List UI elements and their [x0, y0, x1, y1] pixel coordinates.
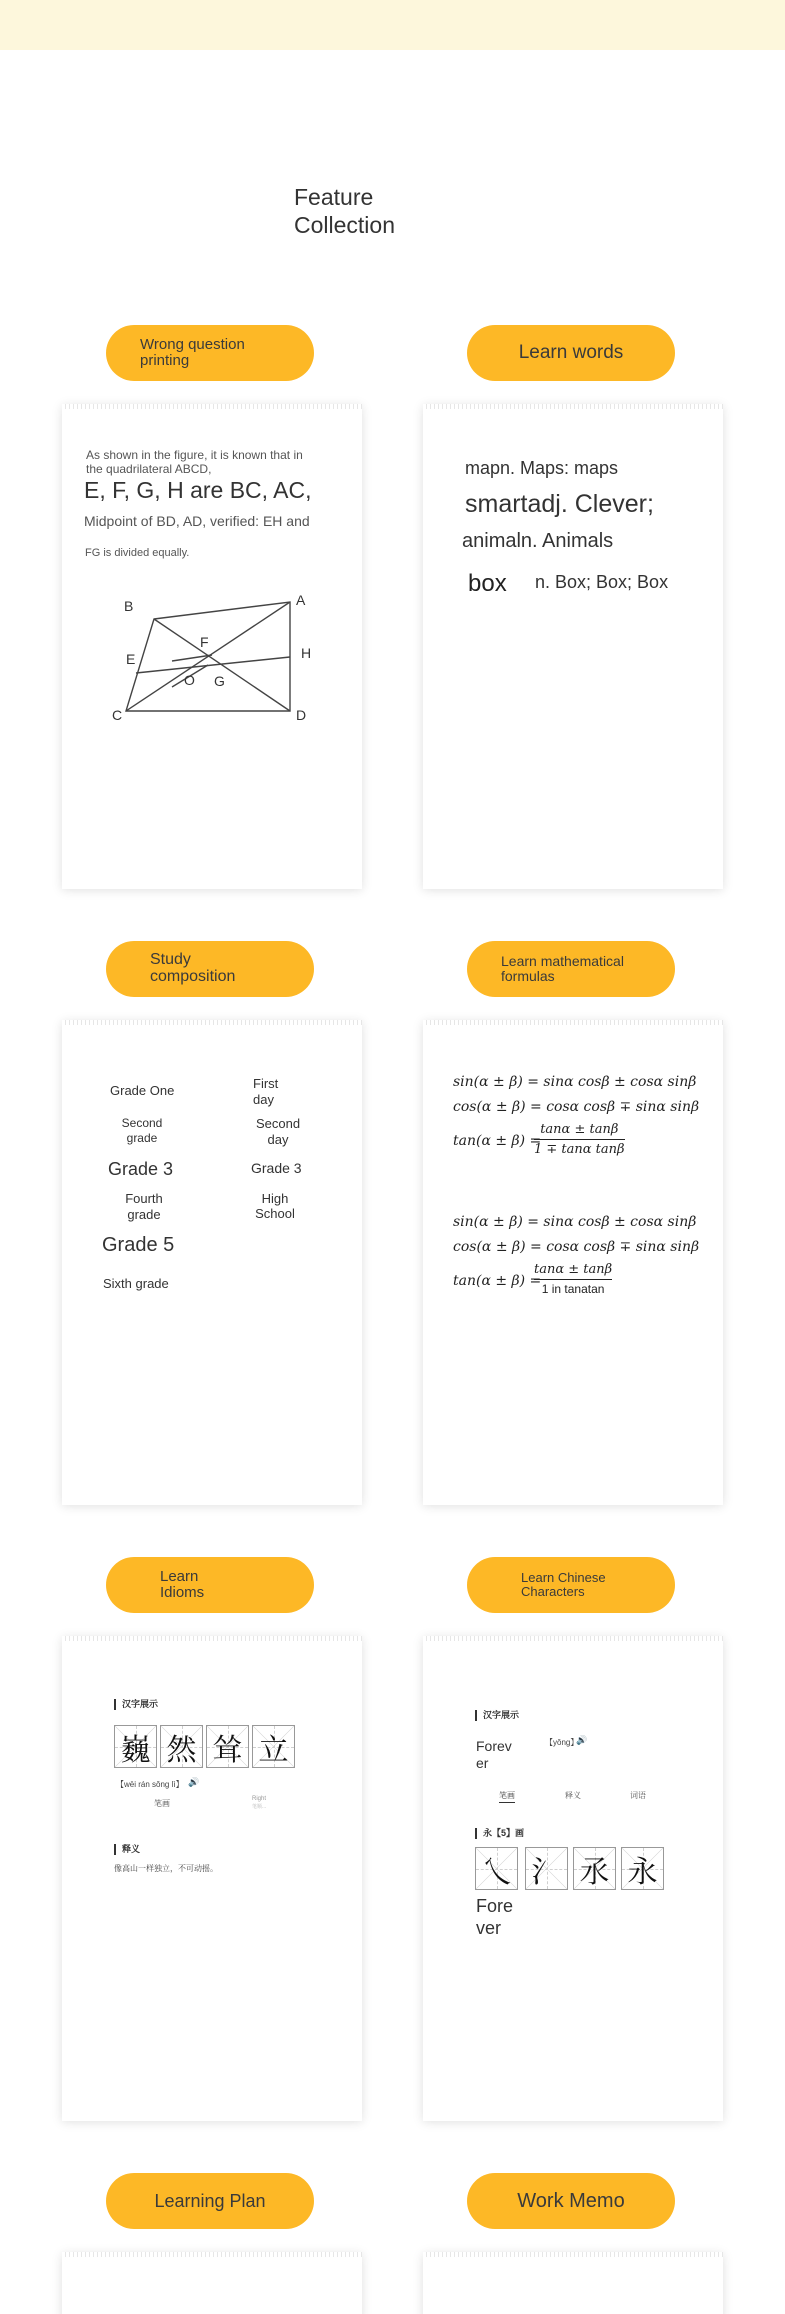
- label-g: G: [214, 673, 225, 689]
- word-box: box: [468, 570, 507, 597]
- chinese-audio-icon[interactable]: 🔊: [576, 1735, 588, 1745]
- composition-sixth-grade: Sixth grade: [103, 1276, 169, 1291]
- idiom-char-4: 立: [252, 1725, 295, 1768]
- formula-tan-lhs-1: tan(α ± β) =: [453, 1133, 542, 1149]
- composition-first-day: First day: [253, 1076, 279, 1107]
- chinese-stroke-4: 永: [621, 1847, 664, 1890]
- formula-cos-1: cos(α ± β) = cosα cosβ ∓ sinα sinβ: [453, 1099, 700, 1115]
- composition-right-grade-3: Grade 3: [251, 1160, 302, 1176]
- learning-plan-button[interactable]: [106, 2173, 314, 2229]
- chinese-stroke-head: 永【5】画: [475, 1828, 524, 1839]
- word-animal: animaln. Animals: [462, 530, 614, 552]
- work-memo-card[interactable]: [423, 2253, 723, 2314]
- label-a: A: [296, 592, 306, 608]
- work-memo-button[interactable]: [467, 2173, 675, 2229]
- formula-sin-2: sin(α ± β) = sinα cosβ ± cosα sinβ: [453, 1214, 697, 1230]
- study-composition-label: Study composition: [150, 951, 236, 985]
- chinese-stroke-2: 氵: [525, 1847, 568, 1890]
- learn-idioms-label: Learn Idioms: [160, 1568, 205, 1601]
- composition-second-grade: Second grade: [121, 1116, 163, 1145]
- geometry-line-5: FG is divided equally.: [85, 547, 190, 559]
- formula-tan-denominator-1: 1 ∓ tanα tanβ: [534, 1142, 625, 1157]
- composition-high-school: High School: [255, 1191, 295, 1221]
- formula-tan-fraction-1: [534, 1122, 625, 1157]
- formula-tan-lhs-2: tan(α ± β) =: [453, 1273, 542, 1289]
- idiom-meaning-head: 释义: [114, 1844, 140, 1855]
- idiom-strokes-label[interactable]: 笔画: [154, 1799, 170, 1808]
- learn-chinese-characters-card[interactable]: [423, 1637, 723, 2121]
- learn-math-formulas-button[interactable]: [467, 941, 675, 997]
- learn-math-formulas-label: Learn mathematical formulas: [501, 953, 624, 984]
- learn-words-label: Learn words: [518, 342, 624, 364]
- label-c: C: [112, 707, 123, 723]
- word-smart: smartadj. Clever;: [465, 490, 654, 518]
- study-composition-button[interactable]: [106, 941, 314, 997]
- idiom-right-sub: 笔顺...: [252, 1804, 267, 1810]
- chinese-pinyin: 【yǒng】: [545, 1738, 579, 1747]
- chinese-tab-words[interactable]: 词语: [630, 1791, 646, 1800]
- page-title: Feature Collection: [294, 184, 395, 238]
- idiom-pinyin: 【wēi rán sǒng lì】: [116, 1780, 184, 1789]
- chinese-char-name: Forev er: [476, 1738, 512, 1771]
- quadrilateral-diagram: [112, 585, 322, 725]
- math-formulas-card[interactable]: [423, 1021, 723, 1505]
- idiom-char-1: 巍: [114, 1725, 157, 1768]
- formula-tan-fraction-2: [534, 1262, 612, 1297]
- idiom-char-3: 耸: [206, 1725, 249, 1768]
- chinese-stroke-1: 乀: [475, 1847, 518, 1890]
- learning-plan-label: Learning Plan: [154, 2190, 266, 2211]
- wrong-question-card[interactable]: [62, 405, 362, 889]
- geometry-line-4: Midpoint of BD, AD, verified: EH and: [84, 513, 310, 529]
- label-f: F: [200, 634, 209, 650]
- word-map: mapn. Maps: maps: [465, 458, 619, 478]
- chinese-bottom-name: Fore ver: [476, 1896, 514, 1938]
- learning-plan-card[interactable]: [62, 2253, 362, 2314]
- formula-sin-1: sin(α ± β) = sinα cosβ ± cosα sinβ: [453, 1074, 697, 1090]
- word-box-definition: n. Box; Box; Box: [535, 572, 669, 592]
- geometry-line-2: the quadrilateral ABCD,: [86, 462, 212, 476]
- idiom-right-label: Right: [252, 1796, 267, 1802]
- idiom-meaning: 像高山一样独立，不可动摇。: [114, 1864, 218, 1873]
- work-memo-label: Work Memo: [517, 2189, 625, 2212]
- label-e: E: [126, 651, 136, 667]
- geometry-line-1: As shown in the figure, it is known that in: [86, 448, 303, 462]
- composition-grade-one: Grade One: [110, 1083, 175, 1098]
- chinese-tab-strokes[interactable]: 笔画: [499, 1790, 515, 1803]
- formula-tan-numerator-1: tanα ± tanβ: [540, 1122, 619, 1137]
- learn-chinese-characters-label: Learn Chinese Characters: [521, 1570, 606, 1599]
- idiom-char-2: 然: [160, 1725, 203, 1768]
- learn-chinese-characters-button[interactable]: [467, 1557, 675, 1613]
- learn-words-card[interactable]: [423, 405, 723, 889]
- label-b: B: [124, 598, 134, 614]
- composition-second-day: Second day: [255, 1116, 301, 1147]
- learn-idioms-button[interactable]: [106, 1557, 314, 1613]
- top-banner: [0, 0, 785, 50]
- formula-cos-2: cos(α ± β) = cosα cosβ ∓ sinα sinβ: [453, 1239, 700, 1255]
- composition-grade-5: Grade 5: [102, 1234, 175, 1256]
- learn-words-button[interactable]: [467, 325, 675, 381]
- study-composition-card[interactable]: [62, 1021, 362, 1505]
- composition-fourth-grade: Fourth grade: [125, 1191, 163, 1222]
- chinese-section-head: 汉字展示: [475, 1710, 519, 1721]
- chinese-tab-meaning[interactable]: 释义: [565, 1791, 581, 1800]
- label-h: H: [301, 645, 312, 661]
- geometry-line-3: E, F, G, H are BC, AC,: [84, 477, 312, 503]
- wrong-question-printing-button[interactable]: [106, 325, 314, 381]
- learn-idioms-card[interactable]: [62, 1637, 362, 2121]
- wrong-question-printing-label: Wrong question printing: [140, 336, 245, 369]
- composition-grade-3: Grade 3: [108, 1159, 174, 1179]
- formula-tan-denominator-2: 1 in tanatan: [541, 1282, 605, 1296]
- label-d: D: [296, 707, 307, 723]
- idiom-section-head: 汉字展示: [114, 1699, 158, 1710]
- formula-tan-numerator-2: tanα ± tanβ: [534, 1262, 613, 1277]
- idiom-audio-icon[interactable]: 🔊: [188, 1777, 200, 1787]
- chinese-stroke-3: 氶: [573, 1847, 616, 1890]
- label-o: O: [184, 672, 195, 688]
